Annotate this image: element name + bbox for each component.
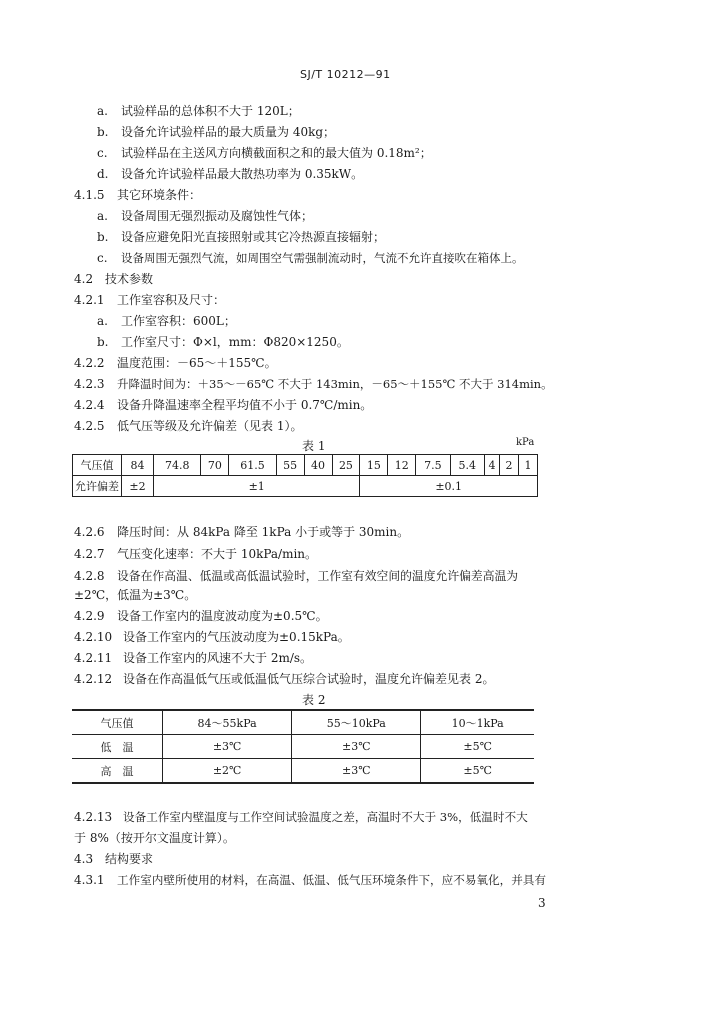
text-line: 设备工作室内的气压波动度为±0.15kPa。 bbox=[123, 630, 350, 644]
text-line: 设备工作室内壁温度与工作空间试验温度之差，高温时不大于 3%，低温时不大 bbox=[123, 810, 528, 824]
table-cell: 74.8 bbox=[154, 455, 201, 476]
table-cell: ±5℃ bbox=[421, 735, 534, 759]
table-cell: 61.5 bbox=[229, 455, 276, 476]
table-cell: 低 温 bbox=[72, 735, 163, 759]
page-number: 3 bbox=[538, 896, 546, 910]
text-line: 升降温时间为：＋35～－65℃ 不大于 143min，－65～＋155℃ 不大于 314min。 bbox=[117, 377, 553, 391]
section-number: 4.2.11 bbox=[74, 651, 113, 665]
section-heading: 技术参数 bbox=[105, 272, 154, 286]
table-row bbox=[73, 476, 538, 497]
item-number: c. bbox=[97, 146, 108, 160]
section-number: 4.2 bbox=[74, 272, 94, 286]
table-cell: ±2 bbox=[122, 476, 154, 497]
section-number: 4.2.5 bbox=[74, 419, 105, 433]
section-number: 4.2.12 bbox=[74, 672, 113, 686]
table-cell: 12 bbox=[388, 455, 416, 476]
section-number: 4.3 bbox=[74, 852, 94, 866]
table2 bbox=[72, 709, 534, 784]
text-line: ±2℃，低温为±3℃。 bbox=[74, 588, 197, 602]
table1 bbox=[72, 454, 538, 497]
section-number: 4.2.7 bbox=[74, 547, 105, 561]
table-cell: 15 bbox=[360, 455, 388, 476]
text-line: 设备应避免阳光直接照射或其它冷热源直接辐射； bbox=[121, 230, 386, 244]
table-row bbox=[72, 759, 534, 784]
section-number: 4.2.8 bbox=[74, 569, 105, 583]
table1-caption: 表 1 bbox=[302, 439, 326, 453]
table-header-cell: 气压值 bbox=[72, 710, 163, 735]
table-cell: ±2℃ bbox=[163, 759, 292, 784]
table-cell: 55 bbox=[276, 455, 304, 476]
text-line: 低气压等级及允许偏差（见表 1）。 bbox=[117, 419, 303, 433]
text-line: 试验样品在主送风方向横截面积之和的最大值为 0.18m²； bbox=[121, 146, 432, 160]
text-line: 设备周围无强烈振动及腐蚀性气体； bbox=[121, 209, 314, 223]
table-cell: 25 bbox=[332, 455, 360, 476]
section-heading: 其它环境条件： bbox=[117, 188, 202, 202]
item-number: b. bbox=[97, 230, 109, 244]
table-cell: ±1 bbox=[154, 476, 360, 497]
section-number: 4.2.13 bbox=[74, 810, 113, 824]
text-line: 温度范围：－65～＋155℃。 bbox=[117, 356, 277, 370]
table-cell: ±3℃ bbox=[292, 759, 421, 784]
table-cell: 2 bbox=[500, 455, 519, 476]
item-number: c. bbox=[97, 251, 108, 265]
table-cell: ±3℃ bbox=[292, 735, 421, 759]
text-line: 设备允许试验样品的最大质量为 40kg； bbox=[121, 125, 336, 139]
text-line: 试验样品的总体积不大于 120L； bbox=[121, 104, 300, 118]
text-line: 设备周围无强烈气流，如周围空气需强制流动时，气流不允许直接吹在箱体上。 bbox=[121, 251, 524, 265]
section-heading: 结构要求 bbox=[105, 852, 154, 866]
table-cell: ±5℃ bbox=[463, 764, 492, 777]
table-cell: 高 温 bbox=[72, 759, 163, 784]
table-row bbox=[73, 455, 538, 476]
text-line: 设备在作高温、低温或高低温试验时，工作室有效空间的温度允许偏差高温为 bbox=[117, 569, 519, 583]
table-cell: ±0.1 bbox=[360, 476, 538, 497]
table1-unit: kPa bbox=[516, 437, 535, 448]
table-row bbox=[72, 710, 534, 735]
item-number: a. bbox=[97, 314, 108, 328]
table-cell: 70 bbox=[201, 455, 229, 476]
section-number: 4.2.1 bbox=[74, 293, 105, 307]
text-line: 工作室尺寸：Φ×l，mm：Φ820×1250。 bbox=[121, 335, 349, 349]
table1-row-label: 允许偏差 bbox=[73, 476, 122, 497]
table-header-cell: 10～1kPa bbox=[421, 710, 534, 735]
table-cell: 5.4 bbox=[450, 455, 484, 476]
section-heading: 工作室容积及尺寸： bbox=[117, 293, 226, 307]
section-number: 4.2.6 bbox=[74, 525, 105, 539]
section-number: 4.2.9 bbox=[74, 609, 105, 623]
section-number: 4.3.1 bbox=[74, 873, 105, 887]
section-number: 4.2.3 bbox=[74, 377, 105, 391]
table-cell: ±3℃ bbox=[163, 735, 292, 759]
text-line: 设备允许试验样品最大散热功率为 0.35kW。 bbox=[121, 167, 364, 181]
text-line: 设备工作室内的温度波动度为±0.5℃。 bbox=[117, 609, 328, 623]
text-line: 降压时间：从 84kPa 降至 1kPa 小于或等于 30min。 bbox=[117, 525, 410, 539]
section-number: 4.2.4 bbox=[74, 398, 105, 412]
item-number: b. bbox=[97, 125, 109, 139]
table-cell: 40 bbox=[304, 455, 332, 476]
section-number: 4.2.10 bbox=[74, 630, 113, 644]
text-line: 设备工作室内的风速不大于 2m/s。 bbox=[123, 651, 313, 665]
text-line: 工作室容积：600L； bbox=[121, 314, 236, 328]
item-number: a. bbox=[97, 209, 108, 223]
text-line: 设备在作高温低气压或低温低气压综合试验时，温度允许偏差见表 2。 bbox=[123, 672, 495, 686]
text-line: 工作室内壁所使用的材料，在高温、低温、低气压环境条件下，应不易氧化，并具有 bbox=[117, 873, 546, 887]
table-row bbox=[72, 735, 534, 759]
table-cell: 4 bbox=[485, 455, 500, 476]
table1-row-label: 气压值 bbox=[73, 455, 122, 476]
table-cell: 7.5 bbox=[416, 455, 450, 476]
section-number: 4.1.5 bbox=[74, 188, 105, 202]
table-cell: 84 bbox=[122, 455, 154, 476]
text-line: 于 8%（按开尔文温度计算）。 bbox=[74, 831, 235, 845]
table-header-cell: 84～55kPa bbox=[163, 710, 292, 735]
item-number: d. bbox=[97, 167, 109, 181]
table-cell: 1 bbox=[519, 455, 538, 476]
item-number: a. bbox=[97, 104, 108, 118]
section-number: 4.2.2 bbox=[74, 356, 105, 370]
page-header: SJ/T 10212—91 bbox=[300, 68, 391, 81]
table2-caption: 表 2 bbox=[302, 693, 326, 707]
table-header-cell: 55～10kPa bbox=[292, 710, 421, 735]
text-line: 气压变化速率：不大于 10kPa/min。 bbox=[117, 547, 318, 561]
text-line: 设备升降温速率全程平均值不小于 0.7℃/min。 bbox=[117, 398, 373, 412]
item-number: b. bbox=[97, 335, 109, 349]
